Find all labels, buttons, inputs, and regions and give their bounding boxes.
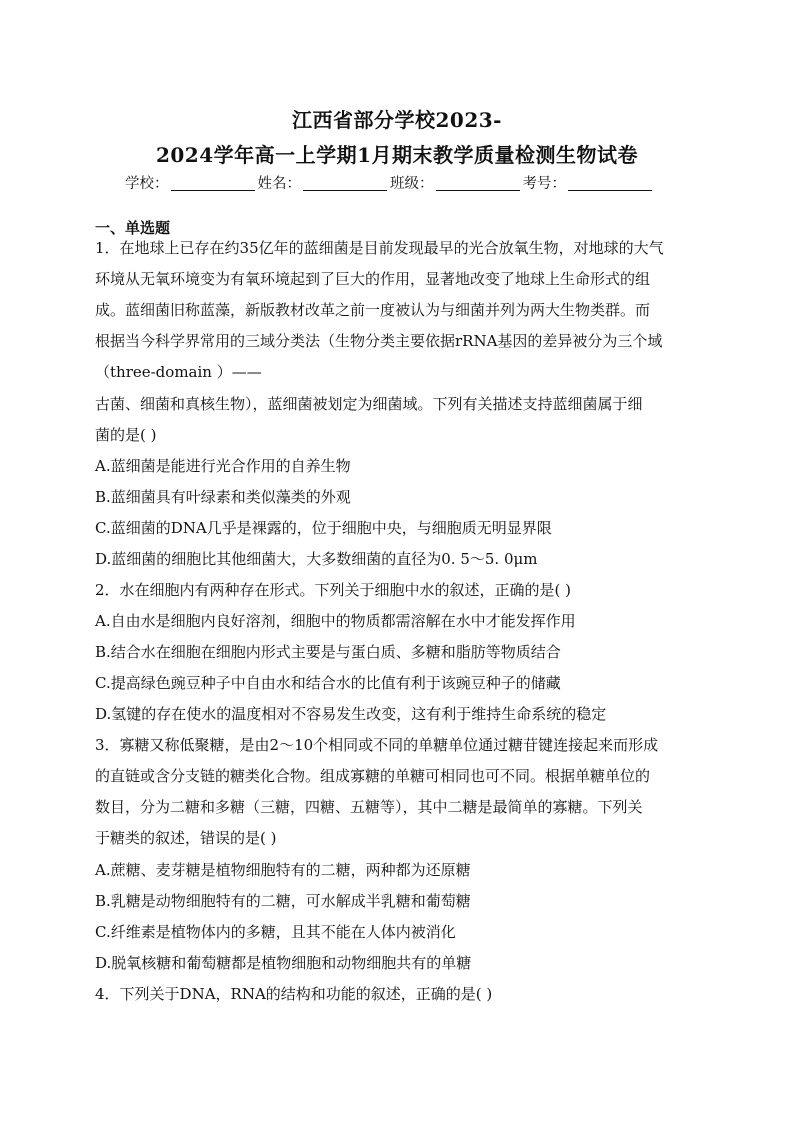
text-line: 菌的是( ) xyxy=(95,426,157,444)
class-label: 班级： xyxy=(390,176,434,192)
school-label: 学校： xyxy=(125,176,169,192)
exam-number-label: 考号： xyxy=(522,176,566,192)
exam-number-blank[interactable] xyxy=(568,175,652,191)
text-line: 1．在地球上已存在约35亿年的蓝细菌是目前发现最早的光合放氧生物，对地球的大气 xyxy=(95,239,664,257)
text-line: 于糖类的叙述，错误的是( ) xyxy=(95,829,277,847)
option-line: D.蓝细菌的细胞比其他细菌大，大多数细菌的直径为0. 5～5. 0μm xyxy=(95,550,538,568)
text-line: 数目，分为二糖和多糖（三糖，四糖、五糖等），其中二糖是最简单的寡糖。下列关 xyxy=(95,798,643,816)
option-line: B.乳糖是动物细胞特有的二糖，可水解成半乳糖和葡萄糖 xyxy=(95,892,471,910)
option-line: C.纤维素是植物体内的多糖，且其不能在人体内被消化 xyxy=(95,923,456,941)
exam-title-line-1: 江西省部分学校2023- xyxy=(292,108,502,132)
option-line: A.蓝细菌是能进行光合作用的自养生物 xyxy=(95,457,351,475)
option-line: D.氢键的存在使水的温度相对不容易发生改变，这有利于维持生命系统的稳定 xyxy=(95,705,607,723)
option-line: A.自由水是细胞内良好溶剂，细胞中的物质都需溶解在水中才能发挥作用 xyxy=(95,612,576,630)
exam-title-line-2: 2024学年高一上学期1月期末教学质量检测生物试卷 xyxy=(155,143,639,167)
text-line: （three-domain ）—— xyxy=(95,363,262,381)
text-line: 古菌、细菌和真核生物），蓝细菌被划定为细菌域。下列有关描述支持蓝细菌属于细 xyxy=(95,395,643,413)
section-heading: 一、单选题 xyxy=(95,219,171,237)
name-label: 姓名： xyxy=(257,176,301,192)
option-line: D.脱氧核糖和葡萄糖都是植物细胞和动物细胞共有的单糖 xyxy=(95,954,472,972)
text-line: 4．下列关于DNA，RNA的结构和功能的叙述，正确的是( ) xyxy=(95,985,493,1003)
option-line: C.提高绿色豌豆种子中自由水和结合水的比值有利于该豌豆种子的储藏 xyxy=(95,674,561,692)
school-blank[interactable] xyxy=(171,175,255,191)
text-line: 根据当今科学界常用的三域分类法（生物分类主要依据rRNA基因的差异被分为三个域 xyxy=(95,332,663,350)
name-blank[interactable] xyxy=(303,175,387,191)
text-line: 的直链或含分支链的糖类化合物。组成寡糖的单糖可相同也可不同。根据单糖单位的 xyxy=(95,767,651,785)
student-info-row xyxy=(125,172,652,193)
option-line: A.蔗糖、麦芽糖是植物细胞特有的二糖，两种都为还原糖 xyxy=(95,861,471,879)
option-line: B.蓝细菌具有叶绿素和类似藻类的外观 xyxy=(95,488,351,506)
option-line: C.蓝细菌的DNA几乎是裸露的，位于细胞中央，与细胞质无明显界限 xyxy=(95,519,552,537)
text-line: 2．水在细胞内有两种存在形式。下列关于细胞中水的叙述，正确的是( ) xyxy=(95,581,572,599)
text-line: 3．寡糖又称低聚糖，是由2～10个相同或不同的单糖单位通过糖苷键连接起来而形成 xyxy=(95,736,659,754)
text-line: 环境从无氧环境变为有氧环境起到了巨大的作用，显著地改变了地球上生命形式的组 xyxy=(95,270,651,288)
text-line: 成。蓝细菌旧称蓝藻，新版教材改革之前一度被认为与细菌并列为两大生物类群。而 xyxy=(95,301,651,319)
class-blank[interactable] xyxy=(436,175,520,191)
option-line: B.结合水在细胞在细胞内形式主要是与蛋白质、多糖和脂肪等物质结合 xyxy=(95,643,561,661)
